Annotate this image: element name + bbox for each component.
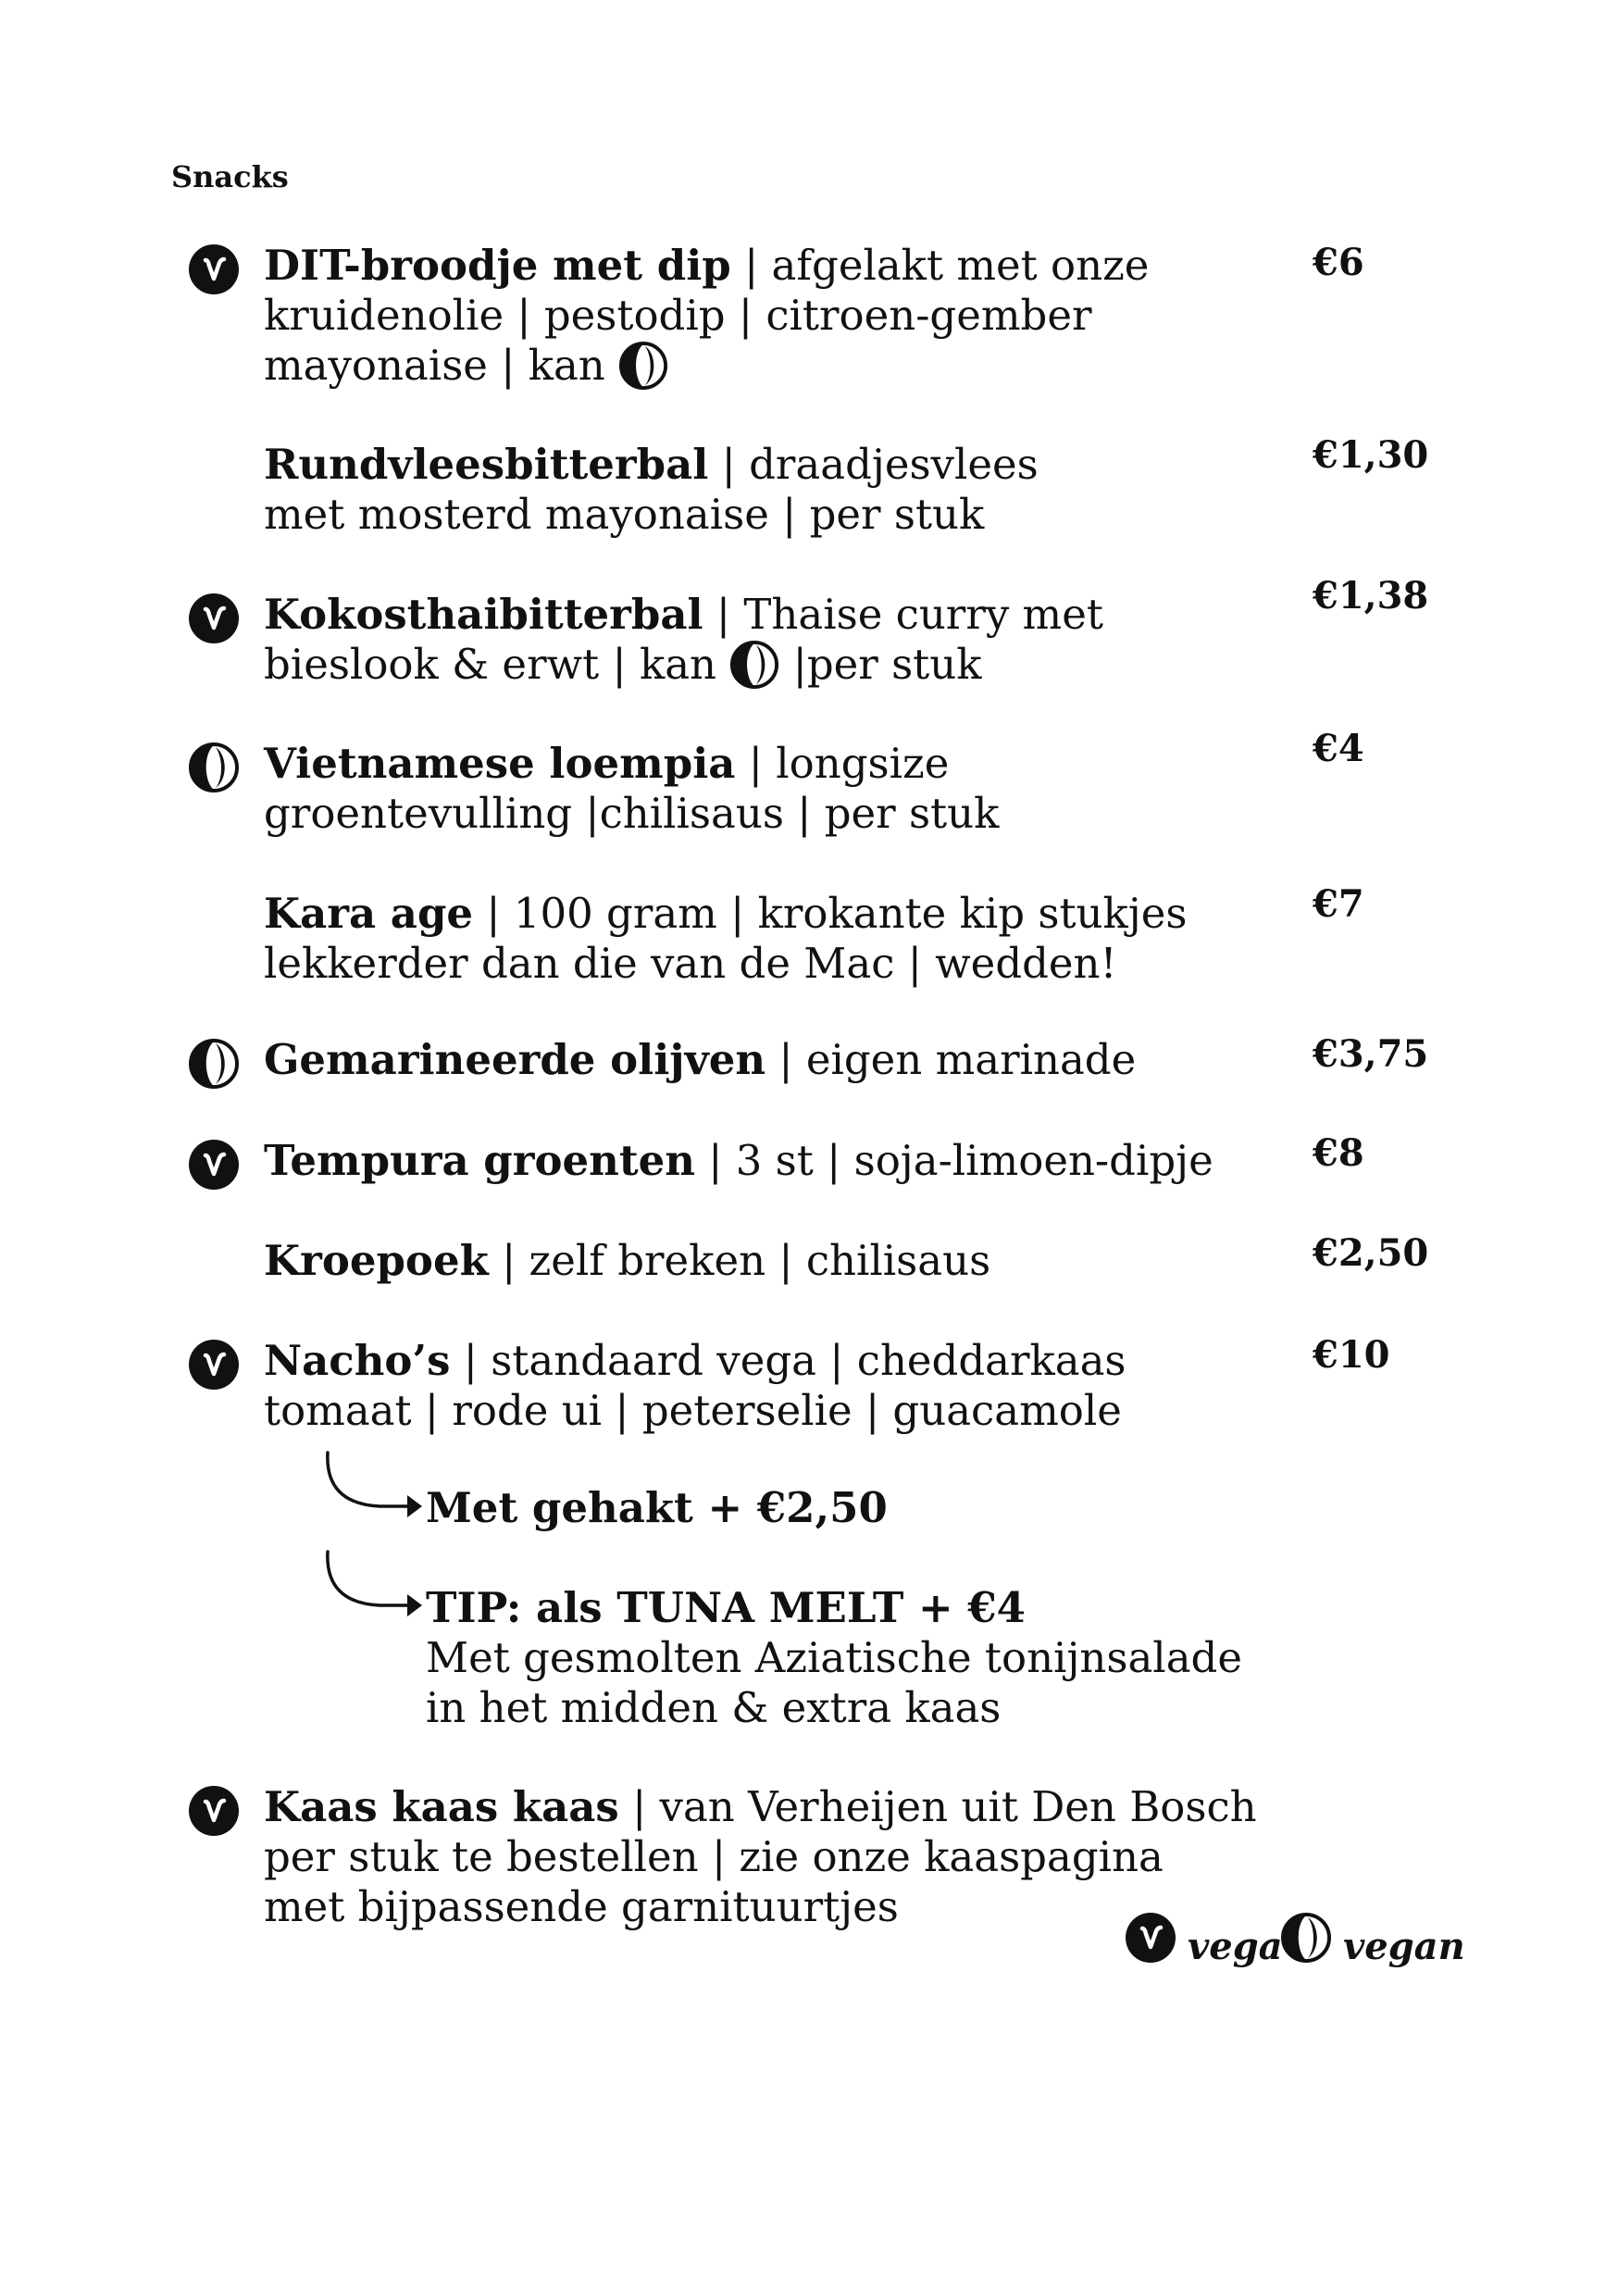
vegan-icon xyxy=(188,1038,240,1090)
legend-vega-label: vega xyxy=(1188,1925,1283,1968)
item-name: Rundvleesbitterbal xyxy=(264,440,709,489)
item-name: Kaas kaas kaas xyxy=(264,1782,619,1831)
item-desc: mayonaise | kan xyxy=(264,341,605,390)
item-price: €2,50 xyxy=(1313,1231,1429,1275)
item-name: Nacho’s xyxy=(264,1336,451,1385)
menu-item xyxy=(264,1035,1301,1085)
item-desc: met mosterd mayonaise | per stuk xyxy=(264,490,985,539)
item-name: Kroepoek xyxy=(264,1236,489,1285)
menu-item xyxy=(264,241,1301,391)
item-desc: | Thaise curry met xyxy=(703,590,1103,639)
menu-item xyxy=(264,1336,1301,1436)
arrow-icon xyxy=(315,1449,426,1528)
vegan-icon xyxy=(1280,1912,1332,1964)
item-desc: |per stuk xyxy=(792,640,982,689)
menu-item xyxy=(264,440,1301,540)
item-desc: met bijpassende garnituurtjes xyxy=(264,1882,899,1931)
vega-icon xyxy=(188,1139,240,1191)
item-desc: | zelf breken | chilisaus xyxy=(488,1236,991,1285)
extra-desc: Met gesmolten Aziatische tonijnsalade xyxy=(426,1633,1242,1682)
extra-desc: in het midden & extra kaas xyxy=(426,1683,1002,1732)
item-desc: bieslook & erwt | kan xyxy=(264,640,717,689)
item-desc: | 100 gram | krokante kip stukjes xyxy=(473,889,1188,938)
vegan-icon xyxy=(729,640,779,690)
item-desc: | van Verheijen uit Den Bosch xyxy=(618,1782,1257,1831)
menu-item xyxy=(264,739,1301,839)
item-desc: | 3 st | soja-limoen-dipje xyxy=(694,1136,1214,1185)
menu-item xyxy=(264,1782,1301,1932)
item-desc: | eigen marinade xyxy=(765,1035,1137,1084)
vega-icon xyxy=(1125,1912,1176,1964)
item-desc: | draadjesvlees xyxy=(708,440,1039,489)
item-name: Gemarineerde olijven xyxy=(264,1035,766,1084)
extra-label: Met gehakt + €2,50 xyxy=(426,1483,888,1532)
item-price: €3,75 xyxy=(1313,1032,1429,1076)
extra-option xyxy=(426,1483,888,1533)
item-desc: | longsize xyxy=(735,739,950,788)
vegan-icon xyxy=(188,742,240,793)
legend-vegan-label: vegan xyxy=(1343,1925,1465,1968)
item-price: €1,38 xyxy=(1313,574,1429,618)
vegan-icon xyxy=(618,341,668,391)
vega-icon xyxy=(188,243,240,295)
item-desc: groentevulling |chilisaus | per stuk xyxy=(264,789,1000,838)
item-desc: tomaat | rode ui | peterselie | guacamole xyxy=(264,1386,1122,1435)
vega-icon xyxy=(188,593,240,644)
item-desc: | afgelakt met onze xyxy=(730,241,1150,290)
item-price: €8 xyxy=(1313,1131,1364,1175)
menu-item xyxy=(264,1136,1301,1186)
item-price: €10 xyxy=(1313,1333,1390,1377)
item-name: Vietnamese loempia xyxy=(264,739,736,788)
menu-item xyxy=(264,590,1301,690)
vega-icon xyxy=(188,1785,240,1837)
extra-option xyxy=(426,1583,1242,1733)
item-desc: lekkerder dan die van de Mac | wedden! xyxy=(264,939,1117,988)
extra-label: TIP: als TUNA MELT + €4 xyxy=(426,1583,1026,1632)
item-price: €6 xyxy=(1313,241,1364,284)
item-name: Tempura groenten xyxy=(264,1136,695,1185)
item-name: DIT-broodje met dip xyxy=(264,241,731,290)
item-desc: | standaard vega | cheddarkaas xyxy=(450,1336,1126,1385)
arrow-icon xyxy=(315,1548,426,1627)
item-name: Kokosthaibitterbal xyxy=(264,590,703,639)
menu-item xyxy=(264,1236,1301,1286)
item-price: €7 xyxy=(1313,882,1364,926)
vega-icon xyxy=(188,1339,240,1391)
item-desc: per stuk te bestellen | zie onze kaaspagina xyxy=(264,1832,1164,1881)
item-price: €4 xyxy=(1313,727,1364,770)
item-price: €1,30 xyxy=(1313,433,1429,477)
menu-item xyxy=(264,889,1301,989)
item-name: Kara age xyxy=(264,889,474,938)
item-desc: kruidenolie | pestodip | citroen-gember xyxy=(264,291,1092,340)
section-title: Snacks xyxy=(171,159,289,194)
